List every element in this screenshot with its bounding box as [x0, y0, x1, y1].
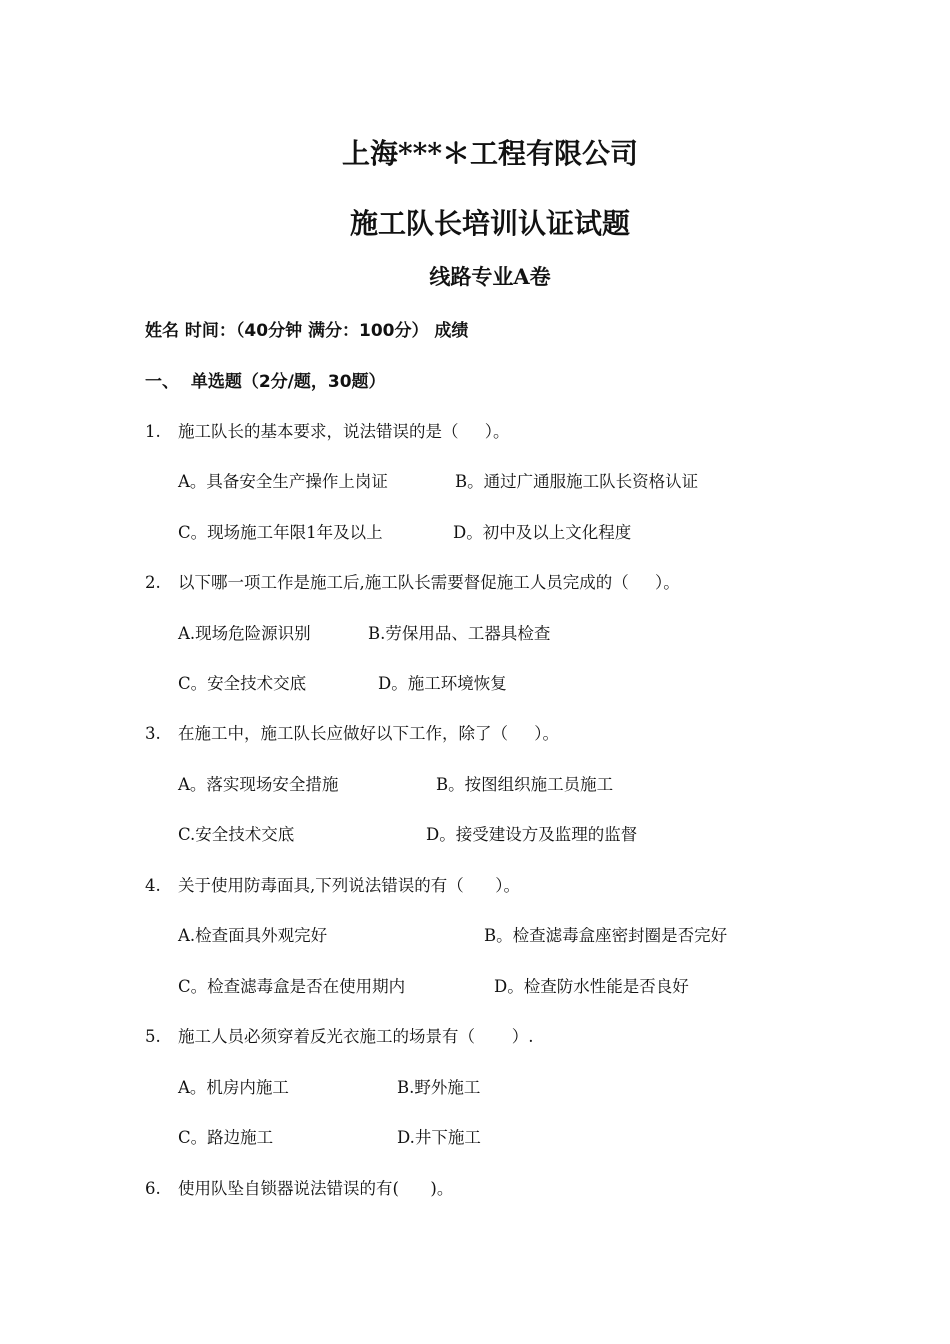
paper-subtitle: 线路专业A卷 [429, 264, 551, 289]
question-5 [145, 1023, 533, 1047]
question-3 [145, 720, 559, 744]
option-c: C.安全技术交底 [178, 825, 295, 844]
option-d: D。施工环境恢复 [378, 674, 507, 693]
option-c: C。安全技术交底 [178, 674, 307, 693]
question-text: 在施工中，施工队长应做好以下工作，除了（ ）。 [178, 724, 559, 743]
option-d: D。检查防水性能是否良好 [494, 977, 689, 996]
option-b: B。按图组织施工员施工 [436, 775, 614, 794]
company-title: 上海***＊工程有限公司 [342, 137, 638, 170]
option-c: C。检查滤毒盒是否在使用期内 [178, 977, 406, 996]
question-6 [145, 1175, 453, 1199]
option-b: B.野外施工 [397, 1078, 481, 1097]
candidate-info-line: 姓名 时间：（40分钟 满分：100分） 成绩 [145, 321, 469, 341]
question-2 [145, 569, 680, 593]
question-text: 施工人员必须穿着反光衣施工的场景有（ ）. [178, 1027, 534, 1046]
question-1 [145, 418, 509, 442]
question-text: 施工队长的基本要求，说法错误的是（ ）。 [178, 422, 510, 441]
option-d: D.井下施工 [397, 1128, 481, 1147]
question-number: 6. [145, 1179, 161, 1198]
question-number: 2. [145, 573, 161, 592]
option-a: A.检查面具外观完好 [178, 926, 328, 945]
section-heading: 一、 单选题（2分/题，30题） [145, 372, 386, 392]
question-number: 5. [145, 1027, 161, 1046]
option-d: D。接受建设方及监理的监督 [426, 825, 638, 844]
option-d: D。初中及以上文化程度 [453, 523, 632, 542]
question-text: 使用队坠自锁器说法错误的有( )。 [178, 1179, 454, 1198]
question-4 [145, 872, 520, 896]
question-number: 1. [145, 422, 161, 441]
question-number: 3. [145, 724, 161, 743]
question-text: 以下哪一项工作是施工后,施工队长需要督促施工人员完成的（ ）。 [178, 573, 680, 592]
option-b: B。通过广通服施工队长资格认证 [455, 472, 699, 491]
option-c: C。路边施工 [178, 1128, 274, 1147]
option-b: B。检查滤毒盒座密封圈是否完好 [484, 926, 728, 945]
exam-title: 施工队长培训认证试题 [349, 207, 630, 240]
question-number: 4. [145, 876, 161, 895]
option-a: A.现场危险源识别 [178, 624, 311, 643]
option-a: A。具备安全生产操作上岗证 [178, 472, 388, 491]
question-text: 关于使用防毒面具,下列说法错误的有（ ）。 [178, 876, 520, 895]
option-a: A。机房内施工 [178, 1078, 289, 1097]
option-b: B.劳保用品、工器具检查 [368, 624, 551, 643]
option-a: A。落实现场安全措施 [178, 775, 339, 794]
option-c: C。现场施工年限1年及以上 [178, 523, 383, 542]
